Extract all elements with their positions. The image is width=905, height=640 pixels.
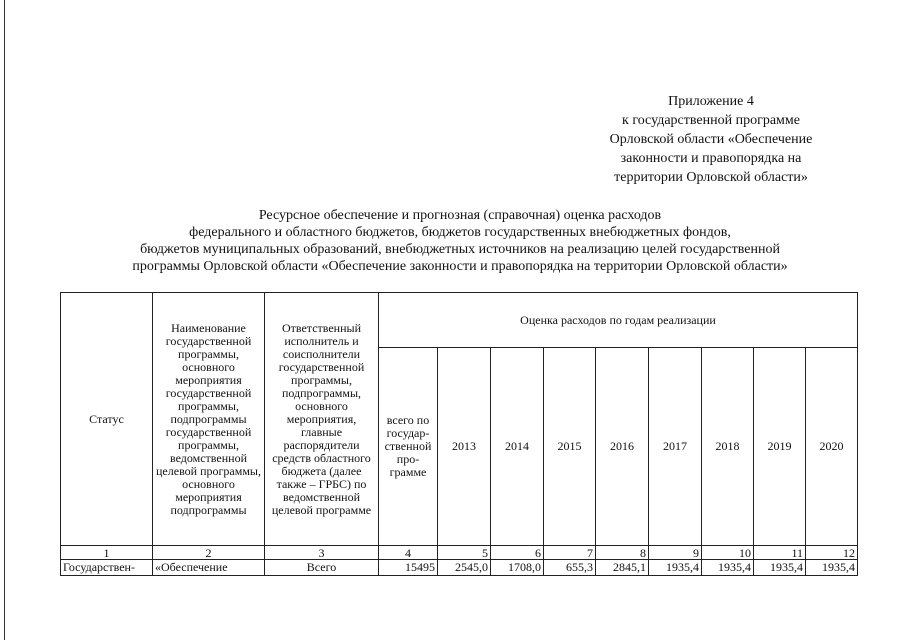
header-row-1 — [61, 293, 858, 348]
column-number: 1 — [61, 546, 153, 560]
title-line: федерального и областного бюджетов, бюджетов государственных внебюджетных фондов, — [189, 225, 731, 240]
row-program-name: «Обеспечение — [153, 560, 265, 576]
row-total: 15495 — [379, 560, 438, 576]
column-number-row — [61, 546, 858, 560]
row-value-2017: 1935,4 — [649, 560, 702, 576]
table-row — [61, 560, 858, 576]
title-line: программы Орловской области «Обеспечение законности и правопорядка на территории Орловской области» — [132, 259, 788, 274]
row-value-2019: 1935,4 — [754, 560, 806, 576]
title-line: бюджетов муниципальных образований, внебюджетных источников на реализацию целей государственной — [140, 242, 780, 257]
header-costs-by-year: Оценка расходов по годам реализации — [379, 293, 858, 348]
column-number: 4 — [379, 546, 438, 560]
row-value-2013: 2545,0 — [438, 560, 491, 576]
header-year-2016: 2016 — [596, 348, 649, 546]
row-status: Государствен- — [61, 560, 153, 576]
header-year-2018: 2018 — [702, 348, 754, 546]
title-line: Ресурсное обеспечение и прогнозная (справочная) оценка расходов — [258, 208, 662, 223]
row-value-2014: 1708,0 — [491, 560, 544, 576]
header-year-2014: 2014 — [491, 348, 544, 546]
row-value-2016: 2845,1 — [596, 560, 649, 576]
appendix-line: к государственной программе — [622, 113, 800, 128]
row-value-2018: 1935,4 — [702, 560, 754, 576]
appendix-line: Приложение 4 — [668, 94, 754, 109]
document-title — [90, 207, 830, 275]
row-value-2015: 655,3 — [544, 560, 596, 576]
appendix-line: Орловской области «Обеспечение — [609, 132, 813, 147]
row-executor: Всего — [265, 560, 379, 576]
appendix-note — [581, 92, 841, 187]
header-year-2013: 2013 — [438, 348, 491, 546]
header-program-name: Наименование государственной программы, основного мероприятия государственной программы, подпрограммы государственной программы, ведомственной целевой программы, основного мероприятия подпрограммы — [153, 293, 265, 546]
page-edge-line — [4, 0, 5, 640]
column-number: 3 — [265, 546, 379, 560]
header-year-2015: 2015 — [544, 348, 596, 546]
column-number: 8 — [596, 546, 649, 560]
appendix-line: территории Орловской области» — [614, 170, 808, 185]
header-total: всего по государ-ственной про-грамме — [379, 348, 438, 546]
funding-table — [60, 292, 858, 576]
column-number: 5 — [438, 546, 491, 560]
column-number: 12 — [806, 546, 858, 560]
appendix-line: законности и правопорядка на — [620, 151, 802, 166]
header-year-2020: 2020 — [806, 348, 858, 546]
column-number: 6 — [491, 546, 544, 560]
header-year-2017: 2017 — [649, 348, 702, 546]
column-number: 7 — [544, 546, 596, 560]
header-year-2019: 2019 — [754, 348, 806, 546]
column-number: 11 — [754, 546, 806, 560]
column-number: 10 — [702, 546, 754, 560]
header-executor: Ответственный исполнитель и соисполнители государственной программы, подпрограммы, основного мероприятия, главные распорядители средств областного бюджета (далее также – ГРБС) по ведомственной целевой программе — [265, 293, 379, 546]
column-number: 2 — [153, 546, 265, 560]
row-value-2020: 1935,4 — [806, 560, 858, 576]
header-status: Статус — [61, 293, 153, 546]
column-number: 9 — [649, 546, 702, 560]
